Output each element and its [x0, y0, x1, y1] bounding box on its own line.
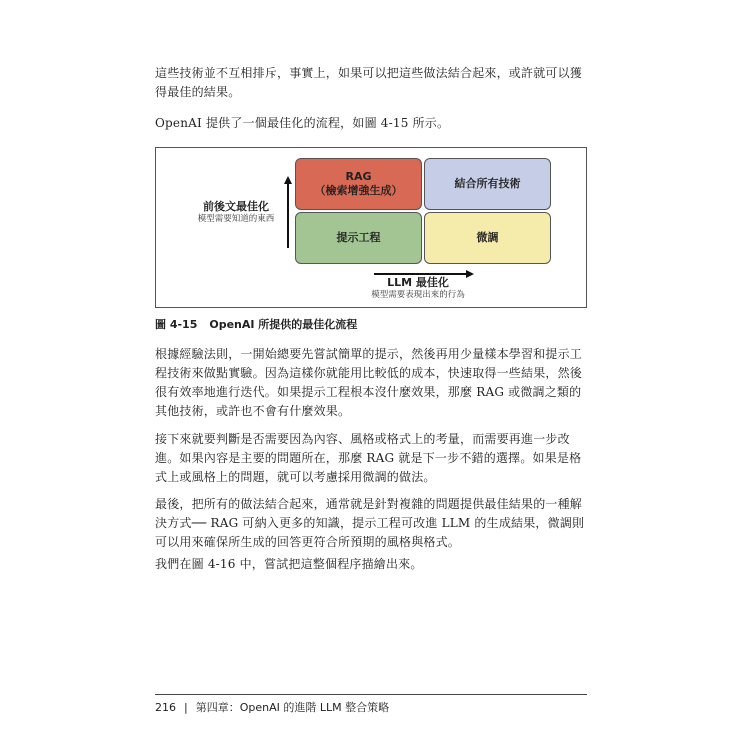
- text-line: 進。如果內容是主要的問題所在，那麼 RAG 就是下一步不錯的選擇。如果是格: [155, 451, 582, 465]
- figure-number: 圖 4-15: [155, 318, 198, 331]
- text-line: 其他技術，或許也不會有什麼效果。: [155, 404, 351, 418]
- quadrant-finetune-label: 微調: [476, 231, 499, 244]
- text-line: 可以用來確保所生成的回答更符合所預期的風格與格式。: [155, 535, 461, 549]
- y-axis-title: 前後文最佳化: [203, 200, 269, 213]
- text-line: 我們在圖 4-16 中，嘗試把這整個程序描繪出來。: [155, 557, 423, 571]
- paragraph-rule-of-thumb: [155, 345, 587, 421]
- quadrant-rag-subtitle: （檢索增強生成）: [314, 184, 403, 197]
- text-line: 接下來就要判斷是否需要因為內容、風格或格式上的考量，而需要再進一步改: [155, 432, 570, 446]
- quadrant-prompt-engineering: [295, 212, 422, 264]
- text-line: 最後，把所有的做法結合起來，通常就是針對複雜的問題提供最佳結果的一種解: [155, 497, 583, 511]
- paragraph-figure-ref: [155, 114, 587, 133]
- paragraph-combine: [155, 495, 587, 552]
- quadrant-rag-title: RAG: [345, 170, 372, 183]
- paragraph-next-step: [155, 430, 587, 487]
- quadrant-combine-all: [424, 158, 551, 210]
- text-line: OpenAI 提供了一個最佳化的流程，如圖 4-15 所示。: [155, 116, 450, 130]
- quadrant-fine-tuning: [424, 212, 551, 264]
- text-line: 決方式── RAG 可納入更多的知識，提示工程可改進 LLM 的生成結果，微調則: [155, 516, 585, 530]
- footer-separator: |: [184, 701, 188, 714]
- paragraph-figure-next: [155, 555, 587, 574]
- page-footer: [155, 699, 389, 715]
- y-axis-subtitle: 模型需要知道的東西: [197, 214, 275, 224]
- text-line: 程技術來做點實驗。因為這樣你就能用比較低的成本，快速取得一些結果，然後: [155, 366, 583, 380]
- text-line: 得最佳的結果。: [155, 85, 241, 99]
- y-axis-label: [186, 200, 286, 225]
- text-line: 式上或風格上的問題，就可以考慮採用微調的做法。: [155, 470, 436, 484]
- x-axis-subtitle: 模型需要表現出來的行為: [371, 290, 465, 300]
- footer-divider: [155, 694, 587, 695]
- text-line: 很有效率地進行迭代。如果提示工程根本沒什麼效果，那麼 RAG 或微調之類的: [155, 385, 582, 399]
- quadrant-rag: [295, 158, 422, 210]
- up-arrow-icon: [283, 176, 293, 248]
- chapter-title: 第四章：OpenAI 的進階 LLM 整合策略: [195, 701, 390, 714]
- x-axis-label: [358, 276, 478, 301]
- figure-caption: [155, 316, 357, 332]
- text-line: 這些技術並不互相排斥，事實上，如果可以把這些做法結合起來，或許就可以獲: [155, 66, 583, 80]
- x-axis-title: LLM 最佳化: [387, 276, 449, 289]
- page-number: 216: [155, 701, 176, 714]
- figure-caption-text: OpenAI 所提供的最佳化流程: [209, 318, 358, 331]
- quadrant-prompt-label: 提示工程: [336, 231, 381, 244]
- paragraph-intro: [155, 64, 587, 102]
- quadrant-combine-label: 結合所有技術: [454, 177, 521, 190]
- text-line: 根據經驗法則，一開始總要先嘗試簡單的提示，然後再用少量樣本學習和提示工: [155, 347, 583, 361]
- optimization-flow-figure: [155, 147, 587, 308]
